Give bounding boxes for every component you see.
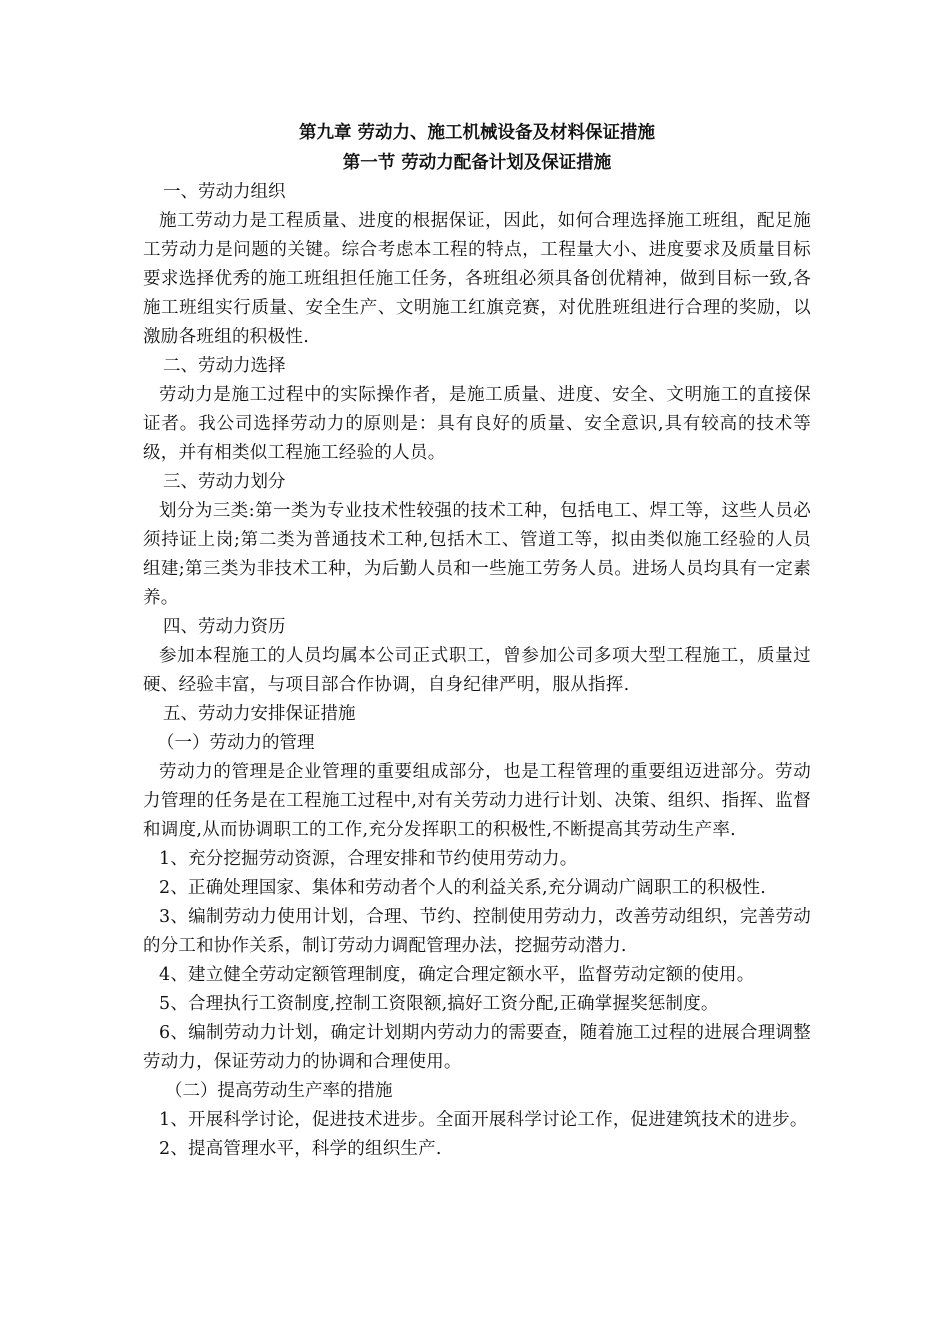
paragraph-labor-division: 划分为三类:第一类为专业技术性较强的技术工种，包括电工、焊工等，这些人员必须持证上岗;第二类为普通技术工种,包括木工、管道工等，拟由类似施工经验的人员组建;第三类为非技术工种，为后勤人员和一些施工劳务人员。进场人员均具有一定素养。 <box>143 501 811 608</box>
subheading-labor-management: （一）劳动力的管理 <box>157 733 315 753</box>
list-item: 3、编制劳动力使用计划，合理、节约、控制使用劳动力，改善劳动组织，完善劳动的分工和协作关系，制订劳动力调配管理办法，挖掘劳动潜力. <box>143 907 811 956</box>
list-item: 1、开展科学讨论，促进技术进步。全面开展科学讨论工作，促进建筑技术的进步。 <box>159 1110 808 1130</box>
heading-labor-arrangement: 五、劳动力安排保证措施 <box>163 704 356 724</box>
paragraph-labor-management: 劳动力的管理是企业管理的重要组成部分，也是工程管理的重要组迈进部分。劳动力管理的任务是在工程施工过程中,对有关劳动力进行计划、决策、组织、指挥、监督和调度,从而协调职工的工作,充分发挥职工的积极性,不断提高其劳动生产率. <box>143 762 811 840</box>
paragraph-labor-qualification: 参加本程施工的人员均属本公司正式职工，曾参加公司多项大型工程施工，质量过硬、经验丰富，与项目部合作协调，自身纪律严明，服从指挥. <box>143 646 811 695</box>
paragraph-labor-selection: 劳动力是施工过程中的实际操作者，是施工质量、进度、安全、文明施工的直接保证者。我公司选择劳动力的原则是：具有良好的质量、安全意识,具有较高的技术等级，并有相类似工程施工经验的人员。 <box>143 385 811 463</box>
chapter-title: 第九章 劳动力、施工机械设备及材料保证措施 <box>298 123 656 143</box>
paragraph-labor-organization: 施工劳动力是工程质量、进度的根据保证，因此，如何合理选择施工班组，配足施工劳动力是问题的关键。综合考虑本工程的特点，工程量大小、进度要求及质量目标要求选择优秀的施工班组担任施工任务，各班组必须具备创优精神，做到目标一致,各施工班组实行质量、安全生产、文明施工红旗竞赛，对优胜班组进行合理的奖励，以激励各班组的积极性. <box>143 211 811 347</box>
list-item: 2、提高管理水平，科学的组织生产. <box>159 1139 442 1159</box>
list-item: 5、合理执行工资制度,控制工资限额,搞好工资分配,正确掌握奖惩制度。 <box>159 994 719 1014</box>
list-item: 2、正确处理国家、集体和劳动者个人的利益关系,充分调动广阔职工的积极性. <box>159 878 766 898</box>
section-title: 第一节 劳动力配备计划及保证措施 <box>342 153 612 173</box>
heading-labor-organization: 一、劳动力组织 <box>163 182 286 202</box>
heading-labor-division: 三、劳动力划分 <box>163 472 286 492</box>
heading-labor-qualification: 四、劳动力资历 <box>163 617 286 637</box>
list-item: 6、编制劳动力计划，确定计划期内劳动力的需要查，随着施工过程的进展合理调整劳动力，保证劳动力的协调和合理使用。 <box>143 1023 811 1072</box>
subheading-productivity-measures: （二）提高劳动生产率的措施 <box>165 1081 393 1101</box>
document-body <box>143 118 811 1164</box>
list-item: 1、充分挖掘劳动资源，合理安排和节约使用劳动力。 <box>159 849 578 869</box>
heading-labor-selection: 二、劳动力选择 <box>163 356 286 376</box>
list-item: 4、建立健全劳动定额管理制度，确定合理定额水平，监督劳动定额的使用。 <box>159 965 755 985</box>
